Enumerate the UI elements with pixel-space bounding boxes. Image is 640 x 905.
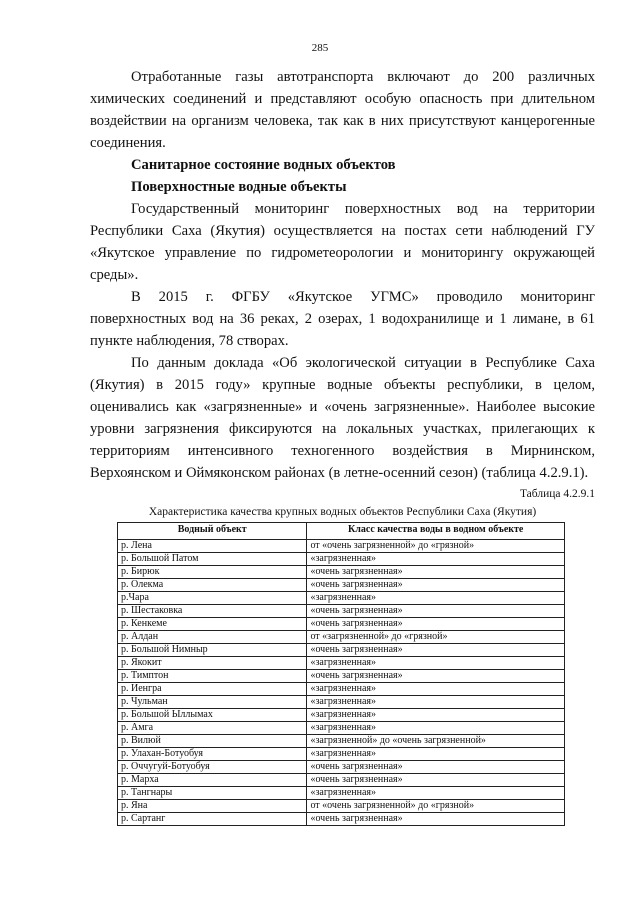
quality-class-cell: «загрязненная» [307, 709, 565, 722]
table-row [118, 579, 565, 592]
table-row [118, 553, 565, 566]
table-row [118, 787, 565, 800]
water-body-cell: р. Сартанг [118, 813, 307, 826]
quality-class-cell: «загрязненная» [307, 787, 565, 800]
paragraph-2015-stats: В 2015 г. ФГБУ «Якутское УГМС» проводило мониторинг поверхностных вод на 36 реках, 2 озерах, 1 водохранилище и 1 лимане, в 61 пункте наблюдения, 78 створах. [90, 289, 595, 349]
quality-class-cell: «очень загрязненная» [307, 579, 565, 592]
quality-class-cell: «загрязненной» до «очень загрязненной» [307, 735, 565, 748]
water-body-cell: р. Марха [118, 774, 307, 787]
quality-class-cell: «загрязненная» [307, 553, 565, 566]
quality-class-cell: «очень загрязненная» [307, 761, 565, 774]
column-header-quality-class: Класс качества воды в водном объекте [307, 523, 565, 540]
table-row [118, 748, 565, 761]
table-row [118, 540, 565, 553]
quality-class-cell: «загрязненная» [307, 696, 565, 709]
water-body-cell: р.Чара [118, 592, 307, 605]
table-row [118, 722, 565, 735]
quality-class-cell: «загрязненная» [307, 722, 565, 735]
table-row [118, 735, 565, 748]
quality-class-cell: «загрязненная» [307, 748, 565, 761]
water-body-cell: р. Чульман [118, 696, 307, 709]
table-row [118, 592, 565, 605]
paragraph-exhaust-gases: Отработанные газы автотранспорта включают до 200 различных химических соединений и представляют особую опасность при длительном воздействии на организм человека, так как в них присутствуют канцерогенные соединения. [90, 69, 595, 151]
table-row [118, 696, 565, 709]
table-row [118, 761, 565, 774]
column-header-water-body: Водный объект [118, 523, 307, 540]
table-header-row [118, 523, 565, 540]
water-body-cell: р. Большой Нимныр [118, 644, 307, 657]
water-body-cell: р. Олекма [118, 579, 307, 592]
table-row [118, 644, 565, 657]
water-body-cell: р. Иенгра [118, 683, 307, 696]
water-body-cell: р. Большой Ыллымах [118, 709, 307, 722]
quality-class-cell: «очень загрязненная» [307, 774, 565, 787]
table-row [118, 683, 565, 696]
section-heading-sanitary: Санитарное состояние водных объектов [131, 157, 396, 173]
paragraph-monitoring: Государственный мониторинг поверхностных вод на территории Республики Саха (Якутия) осуществляется на постах сети наблюдений ГУ «Якутское управление по гидрометеорологии и мониторингу окружающей среды». [90, 201, 595, 283]
water-body-cell: р. Шестаковка [118, 605, 307, 618]
table-row [118, 618, 565, 631]
table-row [118, 774, 565, 787]
water-body-cell: р. Тангнары [118, 787, 307, 800]
document-body [90, 66, 595, 826]
quality-class-cell: от «очень загрязненной» до «грязной» [307, 540, 565, 553]
quality-class-cell: «очень загрязненная» [307, 566, 565, 579]
water-body-cell: р. Амга [118, 722, 307, 735]
quality-class-cell: «очень загрязненная» [307, 618, 565, 631]
water-body-cell: р. Кенкеме [118, 618, 307, 631]
table-row [118, 670, 565, 683]
water-body-cell: р. Вилюй [118, 735, 307, 748]
table-caption: Характеристика качества крупных водных объектов Республики Саха (Якутия) [148, 506, 537, 518]
water-quality-table [117, 522, 565, 826]
table-row [118, 657, 565, 670]
table-row [118, 566, 565, 579]
quality-class-cell: «загрязненная» [307, 683, 565, 696]
table-row [118, 800, 565, 813]
page-number: 285 [311, 42, 329, 54]
quality-class-cell: «загрязненная» [307, 592, 565, 605]
quality-class-cell: «очень загрязненная» [307, 670, 565, 683]
water-body-cell: р. Лена [118, 540, 307, 553]
table-row [118, 631, 565, 644]
water-body-cell: р. Алдан [118, 631, 307, 644]
water-body-cell: р. Оччугуй-Ботуобуя [118, 761, 307, 774]
water-body-cell: р. Улахан-Ботуобуя [118, 748, 307, 761]
table-row [118, 605, 565, 618]
paragraph-report: По данным доклада «Об экологической ситуации в Республике Саха (Якутия) в 2015 году» крупные водные объекты республики, в целом, оценивались как «загрязненные» и «очень загрязненные». Наиболее высокие уровни загрязнения фиксируются на локальных участках, прилегающих к территориям интенсивного техногенного воздействия в Мирнинском, Верхоянском и Оймяконском районах (в летне-осенний сезон) (таблица 4.2.9.1). [90, 355, 595, 481]
quality-class-cell: «очень загрязненная» [307, 605, 565, 618]
table-row [118, 709, 565, 722]
quality-class-cell: «очень загрязненная» [307, 644, 565, 657]
water-body-cell: р. Якокит [118, 657, 307, 670]
water-body-cell: р. Большой Патом [118, 553, 307, 566]
quality-class-cell: от «очень загрязненной» до «грязной» [307, 800, 565, 813]
table-row [118, 813, 565, 826]
quality-class-cell: «загрязненная» [307, 657, 565, 670]
quality-class-cell: от «загрязненной» до «грязной» [307, 631, 565, 644]
quality-class-cell: «очень загрязненная» [307, 813, 565, 826]
subsection-heading-surface-water: Поверхностные водные объекты [131, 179, 347, 195]
water-body-cell: р. Тимптон [118, 670, 307, 683]
water-body-cell: р. Яна [118, 800, 307, 813]
table-number: Таблица 4.2.9.1 [519, 488, 595, 500]
table-body [118, 540, 565, 826]
water-body-cell: р. Бирюк [118, 566, 307, 579]
